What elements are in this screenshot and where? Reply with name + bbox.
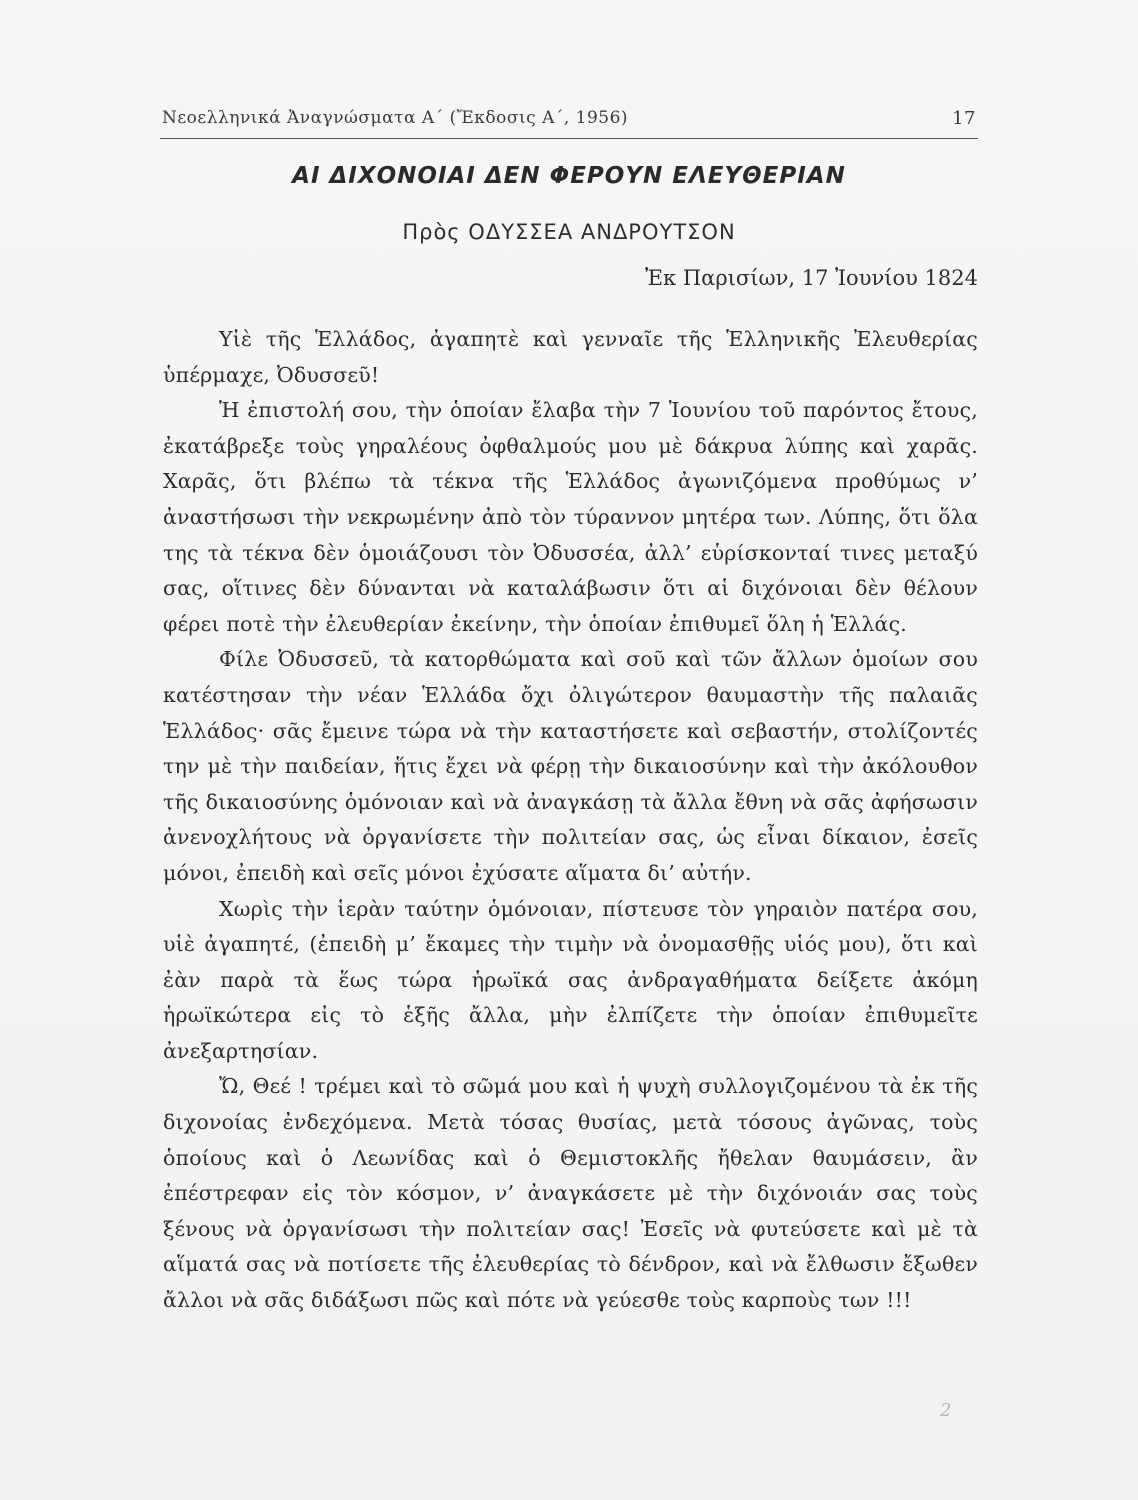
letter-title: ΑΙ ΔΙΧΟΝΟΙΑΙ ΔΕΝ ΦΕΡΟΥΝ ΕΛΕΥΘΕΡΙΑΝ [292,163,846,189]
running-header [162,104,976,134]
letter-addressee: Πρὸς ΟΔΥΣΣΕΑ ΑΝΔΡΟΥΤΣΟΝ [402,220,736,244]
header-rule [160,138,978,139]
paragraph: Ἡ ἐπιστολή σου, τὴν ὁποίαν ἔλαβα τὴν 7 Ἰουνίου τοῦ παρόντος ἔτους, ἐκατάβρεξε τοὺς γηραλέους ὀφθαλμούς μου μὲ δάκρυα λύπης καὶ χαρᾶς. Χαρᾶς, ὅτι βλέπω τὰ τέκνα τῆς Ἑλλάδος ἀγωνιζόμενα προθύμως ν’ ἀναστήσωσι τὴν νεκρωμένην ἀπὸ τὸν τύραννον μητέρα των. Λύπης, ὅτι ὅλα της τὰ τέκνα δὲν ὁμοιάζουσι τὸν Ὀδυσσέα, ἀλλ’ εὑρίσκονταί τινες μεταξύ σας, οἵτινες δὲν δύνανται νὰ καταλάβωσιν ὅτι αἱ διχόνοιαι δὲν θέλουν φέρει ποτὲ τὴν ἐλευθερίαν ἐκείνην, τὴν ὁποίαν ἐπιθυμεῖ ὅλη ἡ Ἑλλάς. [163,398,978,636]
page-number: 17 [952,108,976,129]
paragraph: Ὤ, Θεέ ! τρέμει καὶ τὸ σῶμά μου καὶ ἡ ψυχὴ συλλογιζομένου τὰ ἐκ τῆς διχονοίας ἐνδεχόμενα. Μετὰ τόσας θυσίας, μετὰ τόσους ἀγῶνας, τοὺς ὁποίους καὶ ὁ Λεωνίδας καὶ ὁ Θεμιστοκλῆς ἤθελαν θαυμάσειν, ἂν ἐπέστρεφαν εἰς τὸν κόσμον, ν’ ἀναγκάσετε μὲ τὴν διχόνοιάν σας τοὺς ξένους νὰ ὀργανίσωσι τὴν πολιτείαν σας! Ἐσεῖς νὰ φυτεύσετε καὶ μὲ τὰ αἵματά σας νὰ ποτίσετε τῆς ἐλευθερίας τὸ δένδρον, καὶ νὰ ἔλθωσιν ἔξωθεν ἄλλοι νὰ σᾶς διδάξωσι πῶς καὶ πότε νὰ γεύεσθε τοὺς καρποὺς των !!! [163,1074,978,1313]
paragraph: Υἱὲ τῆς Ἑλλάδος, ἀγαπητὲ καὶ γενναῖε τῆς Ἑλληνικῆς Ἐλευθερίας ὑπέρμαχε, Ὀδυσσεῦ! [163,327,978,387]
signature-mark: 2 [940,1400,952,1421]
letter-dateline: Ἐκ Παρισίων, 17 Ἰουνίου 1824 [645,266,978,290]
running-title: Νεοελληνικά Ἀναγνώσματα Α΄ (Ἔκδοσις Α΄, 1956) [162,108,629,128]
paragraph: Χωρὶς τὴν ἱερὰν ταύτην ὁμόνοιαν, πίστευσε τὸν γηραιὸν πατέρα σου, υἱὲ ἀγαπητέ, (ἐπειδὴ μ’ ἔκαμες τὴν τιμὴν νὰ ὀνομασθῇς υἱός μου), ὅτι καὶ ἐὰν παρὰ τὰ ἕως τώρα ἡρωϊκά σας ἀνδραγαθήματα δείξετε ἀκόμη ἡρωϊκώτερα εἰς τὸ ἑξῆς ἄλλα, μὴν ἐλπίζετε τὴν ὁποίαν ἐπιθυμεῖτε ἀνεξαρτησίαν. [163,896,978,1063]
letter-body [163,322,978,1319]
paragraph: Φίλε Ὀδυσσεῦ, τὰ κατορθώματα καὶ σοῦ καὶ τῶν ἄλλων ὁμοίων σου κατέστησαν τὴν νέαν Ἑλλάδα ὄχι ὀλιγώτερον θαυμαστὴν τῆς παλαιᾶς Ἑλλάδος· σᾶς ἔμεινε τώρα νὰ τὴν καταστήσετε καὶ σεβαστήν, στολίζοντές την μὲ τὴν παιδείαν, ἥτις ἔχει νὰ φέρῃ τὴν δικαιοσύνην καὶ τὴν ἀκόλουθον τῆς δικαιοσύνης ὁμόνοιαν καὶ νὰ ἀναγκάσῃ τὰ ἄλλα ἔθνη νὰ σᾶς ἀφήσωσιν ἀνενοχλήτους νὰ ὀργανίσετε τὴν πολιτείαν σας, ὡς εἶναι δίκαιον, ἐσεῖς μόνοι, ἐπειδὴ καὶ σεῖς μόνοι ἐχύσατε αἵματα δι’ αὐτήν. [163,647,978,885]
